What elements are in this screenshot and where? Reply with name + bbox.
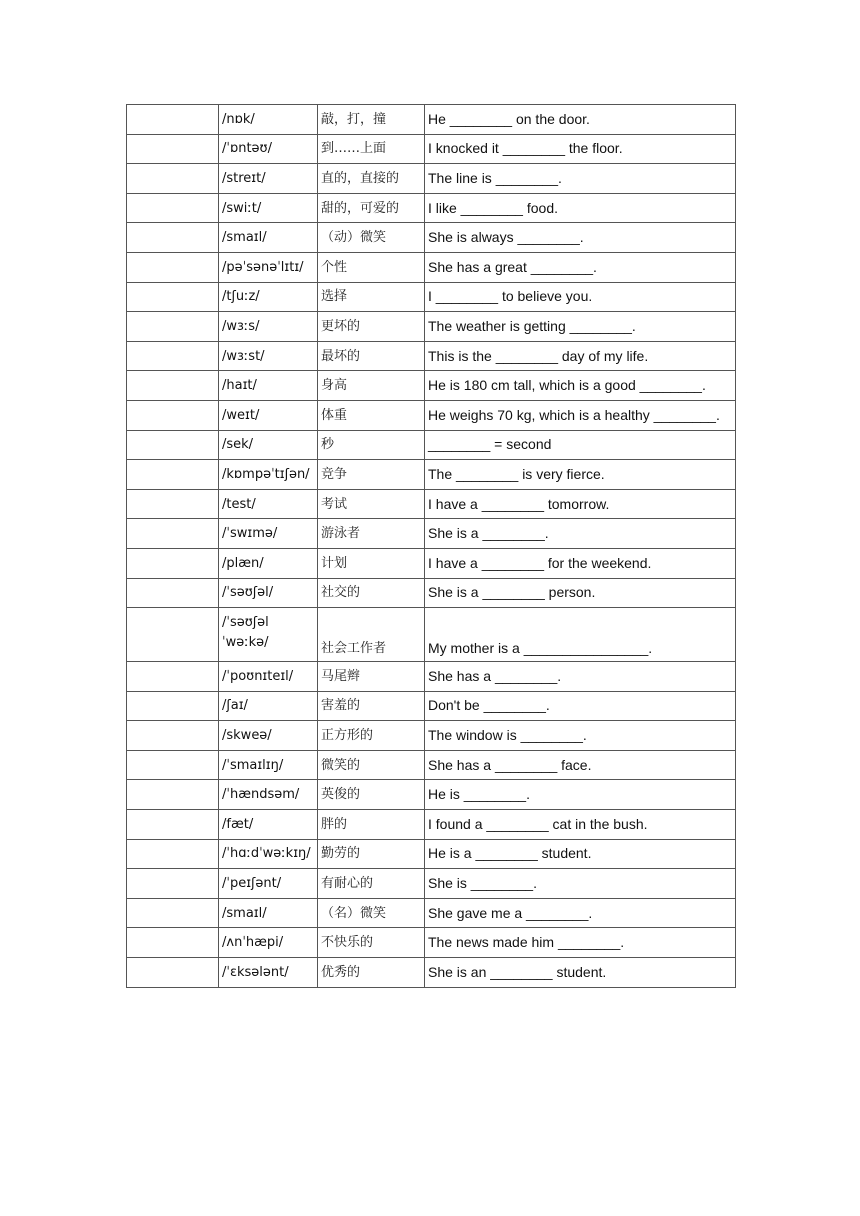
example-sentence-cell: She is an ________ student. (425, 958, 736, 988)
meaning-cell: 敲，打，撞 (318, 105, 425, 135)
table-row (127, 489, 736, 519)
word-cell (127, 691, 219, 721)
example-sentence-cell: He is 180 cm tall, which is a good ________. (425, 371, 736, 401)
table-row (127, 780, 736, 810)
word-cell (127, 460, 219, 490)
phonetic-cell: /haɪt/ (219, 371, 318, 401)
example-sentence-cell: The window is ________. (425, 721, 736, 751)
phonetic-cell: /weɪt/ (219, 400, 318, 430)
word-cell (127, 371, 219, 401)
meaning-cell: 最坏的 (318, 341, 425, 371)
meaning-cell: 优秀的 (318, 958, 425, 988)
word-cell (127, 430, 219, 460)
phonetic-cell: /ˈpoʊnɪteɪl/ (219, 662, 318, 692)
table-row (127, 371, 736, 401)
table-row (127, 193, 736, 223)
meaning-cell: 正方形的 (318, 721, 425, 751)
phonetic-cell: /ˈswɪmə/ (219, 519, 318, 549)
example-sentence-cell: This is the ________ day of my life. (425, 341, 736, 371)
example-sentence-cell: She is a ________ person. (425, 578, 736, 608)
word-cell (127, 780, 219, 810)
table-row (127, 164, 736, 194)
meaning-cell: 社交的 (318, 578, 425, 608)
example-sentence-cell: I like ________ food. (425, 193, 736, 223)
meaning-cell: 勤劳的 (318, 839, 425, 869)
word-cell (127, 252, 219, 282)
phonetic-cell: /ʌnˈhæpi/ (219, 928, 318, 958)
table-row (127, 312, 736, 342)
phonetic-cell: /wɜːs/ (219, 312, 318, 342)
phonetic-cell: /ˈhɑːdˈwəːkɪŋ/ (219, 839, 318, 869)
phonetic-cell: /nɒk/ (219, 105, 318, 135)
table-row (127, 430, 736, 460)
meaning-cell: 到……上面 (318, 134, 425, 164)
word-cell (127, 282, 219, 312)
example-sentence-cell: She is ________. (425, 869, 736, 899)
example-sentence-cell: He ________ on the door. (425, 105, 736, 135)
meaning-cell: 游泳者 (318, 519, 425, 549)
word-cell (127, 928, 219, 958)
word-cell (127, 193, 219, 223)
phonetic-cell: /smaɪl/ (219, 223, 318, 253)
table-row (127, 400, 736, 430)
word-cell (127, 489, 219, 519)
word-cell (127, 312, 219, 342)
example-sentence-cell: I found a ________ cat in the bush. (425, 810, 736, 840)
meaning-cell: 计划 (318, 548, 425, 578)
meaning-cell: 马尾辫 (318, 662, 425, 692)
phonetic-cell: /fæt/ (219, 810, 318, 840)
phonetic-cell: /smaɪl/ (219, 898, 318, 928)
example-sentence-cell: ________ = second (425, 430, 736, 460)
table-row (127, 750, 736, 780)
phonetic-cell: /kɒmpəˈtɪʃən/ (219, 460, 318, 490)
example-sentence-cell: I have a ________ tomorrow. (425, 489, 736, 519)
example-sentence-cell: I have a ________ for the weekend. (425, 548, 736, 578)
meaning-cell: 体重 (318, 400, 425, 430)
example-sentence-cell: The line is ________. (425, 164, 736, 194)
word-cell (127, 548, 219, 578)
meaning-cell: 害羞的 (318, 691, 425, 721)
phonetic-cell: /test/ (219, 489, 318, 519)
meaning-cell: 秒 (318, 430, 425, 460)
meaning-cell: 考试 (318, 489, 425, 519)
example-sentence-cell: The ________ is very fierce. (425, 460, 736, 490)
phonetic-cell: /ˈsəʊʃəl/ (219, 578, 318, 608)
word-cell (127, 400, 219, 430)
table-row (127, 608, 736, 662)
meaning-cell: 直的，直接的 (318, 164, 425, 194)
table-row (127, 898, 736, 928)
meaning-cell: 社会工作者 (318, 608, 425, 662)
example-sentence-cell: He is ________. (425, 780, 736, 810)
example-sentence-cell: She is a ________. (425, 519, 736, 549)
meaning-cell: 胖的 (318, 810, 425, 840)
table-row (127, 691, 736, 721)
example-sentence-cell: She is always ________. (425, 223, 736, 253)
table-row (127, 105, 736, 135)
phonetic-cell: /pəˈsənəˈlɪtɪ/ (219, 252, 318, 282)
table-row (127, 252, 736, 282)
meaning-cell: 甜的，可爱的 (318, 193, 425, 223)
example-sentence-cell: The weather is getting ________. (425, 312, 736, 342)
example-sentence-cell: Don't be ________. (425, 691, 736, 721)
word-cell (127, 105, 219, 135)
table-row (127, 341, 736, 371)
phonetic-cell: /ˈsmaɪlɪŋ/ (219, 750, 318, 780)
phonetic-cell: /ˈhændsəm/ (219, 780, 318, 810)
table-row (127, 721, 736, 751)
meaning-cell: 竞争 (318, 460, 425, 490)
table-row (127, 810, 736, 840)
word-cell (127, 869, 219, 899)
example-sentence-cell: She gave me a ________. (425, 898, 736, 928)
word-cell (127, 608, 219, 662)
meaning-cell: 微笑的 (318, 750, 425, 780)
word-cell (127, 341, 219, 371)
meaning-cell: 个性 (318, 252, 425, 282)
table-row (127, 928, 736, 958)
meaning-cell: （名）微笑 (318, 898, 425, 928)
table-row (127, 134, 736, 164)
word-cell (127, 578, 219, 608)
table-row (127, 578, 736, 608)
table-row (127, 223, 736, 253)
example-sentence-cell: He weighs 70 kg, which is a healthy ________. (425, 400, 736, 430)
example-sentence-cell: She has a ________. (425, 662, 736, 692)
phonetic-cell: /plæn/ (219, 548, 318, 578)
word-cell (127, 223, 219, 253)
word-cell (127, 519, 219, 549)
phonetic-cell: /sek/ (219, 430, 318, 460)
phonetic-cell: /wɜːst/ (219, 341, 318, 371)
phonetic-cell: /ˈɒntəʊ/ (219, 134, 318, 164)
phonetic-cell: /streɪt/ (219, 164, 318, 194)
table-row (127, 548, 736, 578)
meaning-cell: 不快乐的 (318, 928, 425, 958)
meaning-cell: 有耐心的 (318, 869, 425, 899)
word-cell (127, 164, 219, 194)
word-cell (127, 134, 219, 164)
example-sentence-cell: The news made him ________. (425, 928, 736, 958)
phonetic-cell: /ˈsəʊʃəl ˈwəːkə/ (219, 608, 318, 662)
example-sentence-cell: I ________ to believe you. (425, 282, 736, 312)
table-row (127, 519, 736, 549)
example-sentence-cell: He is a ________ student. (425, 839, 736, 869)
meaning-cell: （动）微笑 (318, 223, 425, 253)
vocabulary-table-body (127, 105, 736, 988)
meaning-cell: 选择 (318, 282, 425, 312)
example-sentence-cell: She has a great ________. (425, 252, 736, 282)
example-sentence-cell: She has a ________ face. (425, 750, 736, 780)
word-cell (127, 958, 219, 988)
word-cell (127, 898, 219, 928)
vocabulary-table (126, 104, 736, 988)
word-cell (127, 721, 219, 751)
meaning-cell: 身高 (318, 371, 425, 401)
word-cell (127, 662, 219, 692)
phonetic-cell: /tʃuːz/ (219, 282, 318, 312)
phonetic-cell: /ˈɛksələnt/ (219, 958, 318, 988)
table-row (127, 869, 736, 899)
table-row (127, 282, 736, 312)
table-row (127, 958, 736, 988)
meaning-cell: 英俊的 (318, 780, 425, 810)
word-cell (127, 750, 219, 780)
phonetic-cell: /skweə/ (219, 721, 318, 751)
phonetic-cell: /swiːt/ (219, 193, 318, 223)
example-sentence-cell: I knocked it ________ the floor. (425, 134, 736, 164)
meaning-cell: 更坏的 (318, 312, 425, 342)
table-row (127, 839, 736, 869)
example-sentence-cell: My mother is a ________________. (425, 608, 736, 662)
table-row (127, 662, 736, 692)
word-cell (127, 839, 219, 869)
table-row (127, 460, 736, 490)
phonetic-cell: /ˈpeɪʃənt/ (219, 869, 318, 899)
phonetic-cell: /ʃaɪ/ (219, 691, 318, 721)
word-cell (127, 810, 219, 840)
